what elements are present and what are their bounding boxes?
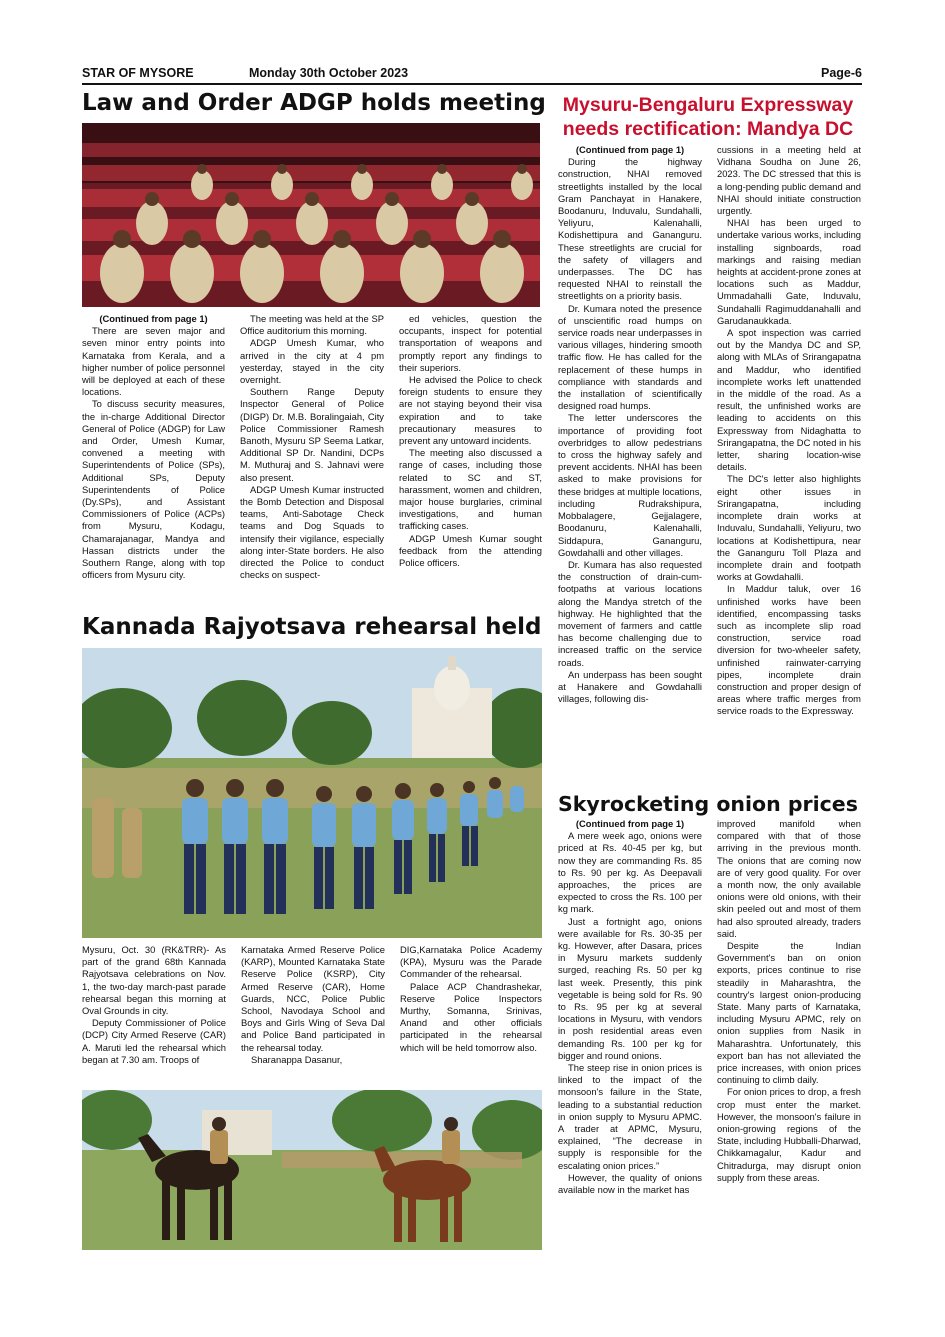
paragraph: Sharanappa Dasanur, (251, 1053, 343, 1065)
paragraph: ed vehicles, question the occupants, inspect for potential transportation of weapons and promptly report any findings to their superiors. (399, 313, 542, 373)
expressway-headline (552, 93, 864, 141)
paragraph: To discuss security measures, the in-charge Additional Director General of Police (ADGP) for Law and Order, Umesh Kumar, convened a meeting with Superintendents of Police (SPs), Additional SPs, Deputy Superintendents of Police (Dy.SPs), and Assistant Commissioners of Police (ACPs) from Mysuru, Kodagu, Chamarajanagar, Mandya and Hassan districts under the Southern Range, along with top officers from Mysuru city. (82, 398, 225, 581)
expressway-headline-line-1: Mysuru-Bengaluru Expressway (562, 94, 854, 116)
paragraph: Deputy Commissioner of Police (DCP) City Armed Reserve (CAR) A. Maruti led the rehearsal which began at 7.30 am. Troops of (82, 1017, 226, 1065)
adgp-column-1 (82, 313, 225, 609)
masthead-rule (82, 83, 862, 85)
paragraph: NHAI has been urged to undertake various works, including installing signboards, road markings and raising median heights at accident-prone zones at locations such as Maddur, Ummadahalli Gate, Induvalu, Sundahalli Ragimuddanahalli and Garudanaukkada. (717, 217, 861, 326)
paragraph: The letter underscores the importance of providing foot overbridges to allow pedestrians to cross the highway safely and prevent accidents. NHAI has been asked to make provisions for these bridges at multiple locations, including Rudrakshipura, Mobbalagere, Gejjalagere, Boodanuru, Kalenahalli, Siddapura, Gananguru, Gowdahalli and other villages. (558, 412, 702, 558)
paragraph: DIG,Karnataka Police Academy (KPA), Mysuru was the Parade Commander of the rehearsal. (400, 944, 542, 980)
paragraph: There are seven major and seven minor entry points into Karnataka from Kerala, and a higher number of police personnel will be deployed at each of these locations. (82, 325, 225, 398)
rajyotsava-column-1 (82, 944, 226, 1086)
adgp-headline: Law and Order ADGP holds meeting (82, 90, 546, 116)
paragraph: He advised the Police to check foreign students to ensure they are not staying beyond their visa expiration and to take precautionary measures to prevent any untoward incidents. (399, 374, 542, 447)
paragraph: Mysuru, Oct. 30 (RK&TRR)- As part of the grand 68th Kannada Rajyotsava celebrations on Nov. 1, the two-day march-past parade rehearsal began this morning at Oval Grounds in city. (82, 944, 226, 1017)
paragraph: improved manifold when compared with that of those arriving in the previous month. The onions that are coming now are of very good quality. For over a month now, the only available onions were old onions, with their skin peeled out and most of them had also sprouted already, traders said. (717, 818, 861, 939)
paragraph: The DC's letter also highlights eight other issues in Srirangapatna, including incomplete drain works at Induvalu, Sundahalli, Yeliyuru, two locations at Kodishettipura, near the Gananguru Toll Plaza and incomplete drain and footpath works at Gowdahalli. (717, 473, 861, 583)
paragraph: The steep rise in onion prices is linked to the impact of the monsoon's failure in the State, leading to a substantial reduction in onion supply to Mysuru APMC. A trader at APMC, Mysuru, explained, “The decrease in supply is responsible for the escalating onion prices.” (558, 1062, 702, 1171)
page-number: Page-6 (821, 66, 862, 80)
paragraph: The meeting was held at the SP Office auditorium this morning. (240, 313, 384, 337)
rajyotsava-headline: Kannada Rajyotsava rehearsal held (82, 614, 542, 640)
paragraph: Despite the Indian Government's ban on onion exports, prices continue to rise steadily in Maharashtra, the country's largest onion-producing State. Many parts of Karnataka, including Mysuru APMC, rely on onion supplies from Nasik in Maharashtra. Unfortunately, this export ban has not alleviated the price increases, with onion prices continuing to climb daily. (717, 940, 861, 1086)
paragraph: ADGP Umesh Kumar, who arrived in the city at 4 pm yesterday, stayed in the city overnight. (240, 337, 384, 386)
rajyotsava-column-3 (400, 944, 542, 1086)
paragraph: ADGP Umesh Kumar sought feedback from the attending Police officers. (399, 532, 542, 569)
paragraph: However, the quality of onions available now in the market has (558, 1171, 702, 1196)
paragraph: Dr. Kumara has also requested the construction of drain-cum-footpaths at various locations along the Mandya stretch of the highway. He highlighted that the movement of farmers and cattle has become challenging due to increased traffic on the service roads. (558, 558, 702, 668)
paragraph: Palace ACP Chandrashekar, Reserve Police Inspectors Murthy, Somanna, Srinivas, Anand and other officials participated in the rehearsal which will be held tomorrow also. (400, 980, 542, 1053)
paragraph: The meeting also discussed a range of cases, including those related to SC and ST, harassment, women and children, major house burglaries, criminal investigations, and human trafficking cases. (399, 447, 542, 532)
paragraph: Just a fortnight ago, onions were available for Rs. 30-35 per kg. However, after Dasara, prices in Mysuru markets suddenly surged, reaching Rs. 50 per kg last week. Presently, this pink vegetable is being sold for Rs. 90 to Rs. 95 per kg at several locations in Mysuru, with vendors in posh residential areas even demanding Rs. 100 per kg for bigger and round onions. (558, 915, 702, 1061)
mounted-police-photo (82, 1090, 542, 1250)
expressway-column-2 (717, 144, 861, 789)
continued-label: (Continued from page 1) (575, 144, 685, 155)
issue-date: Monday 30th October 2023 (249, 66, 409, 80)
onion-column-2 (717, 818, 861, 1258)
masthead (82, 64, 862, 82)
paragraph: ADGP Umesh Kumar instructed the Bomb Detection and Disposal teams, Anti-Sabotage Check teams and Dog Squads to intensify their vigilance, especially along inter-State borders. He also directed the Police to conduct checks on suspect- (240, 483, 384, 581)
paragraph: A spot inspection was carried out by the Mandya DC and SP, along with MLAs of Srirangapatna and Maddur, who identified incomplete works left unattended in the middle of the road. As a result, the unfinished works are leading to accidents on this Expressway from Nidaghatta to Srirangapatna, the DC noted in his letter, sharing location-wise details. (717, 327, 861, 473)
paragraph: In Maddur taluk, over 16 unfinished works have been identified, encompassing tasks such as incomplete slip road construction, service road diversion for two-wheeler safety, unfinished rainwater-carrying pipes, incomplete drain construction and proper design of areas where traffic merges from service roads to the Expressway. (717, 583, 861, 717)
continued-label: (Continued from page 1) (99, 313, 208, 324)
meeting-photo (82, 123, 540, 307)
expressway-headline-line-2: needs rectification: Mandya DC (562, 118, 854, 140)
onion-column-1 (558, 818, 702, 1258)
adgp-column-2 (240, 313, 384, 609)
paragraph: cussions in a meeting held at Vidhana Soudha on June 26, 2023. The DC stressed that this is a long-pending public demand and NHAI should initiate construction urgently. (717, 144, 861, 217)
paragraph: Dr. Kumara noted the presence of unscientific road humps on service roads near underpasses in various villages, hindering smooth traffic flow. He has called for the replacement of these humps in compliance with standards and the installation of scientifically designed road humps. (558, 302, 702, 412)
onion-headline: Skyrocketing onion prices (558, 792, 858, 816)
rajyotsava-column-2 (241, 944, 385, 1086)
paragraph: For onion prices to drop, a fresh crop must enter the market. However, the monsoon's failure in onion-growing regions of the State, including Hubballi-Dharwad, Chikkamagalur, Kadur and Chitradurga, may disrupt onion supply from these areas. (717, 1086, 861, 1183)
paragraph: A mere week ago, onions were priced at Rs. 40-45 per kg, but now they are commanding Rs. 85 to Rs. 90 per kg. As Deepavali approaches, the prices are expected to cross the Rs. 100 per kg mark. (558, 830, 702, 915)
newspaper-name: STAR OF MYSORE (82, 66, 194, 80)
parade-photo (82, 648, 542, 938)
expressway-column-1 (558, 144, 702, 789)
paragraph: Karnataka Armed Reserve Police (KARP), Mounted Karnataka State Reserve Police (KSRP), City Armed Reserve (CAR), Home Guards, NCC, Police Public School, Navodaya School and Boys and Girls Wing of Seva Dal and Police Band participated in the rehearsal today. (241, 944, 385, 1053)
continued-label: (Continued from page 1) (575, 818, 685, 829)
adgp-column-3 (399, 313, 542, 609)
paragraph: An underpass has been sought at Hanakere and Gowdahalli villages, following dis- (558, 668, 702, 705)
paragraph: During the highway construction, NHAI removed streetlights installed by the local Gram Panchayat in Hanakere, Boodanuru, Induvalu, Sundahalli, Yeliyuru, Kalenahalli, Kodishettipura and Gananguru. These streetlights are crucial for the safety of villagers and underpasses. The DC has requested NHAI to reinstall the streetlights on a priority basis. (558, 156, 702, 302)
paragraph: Southern Range Deputy Inspector General of Police (DIGP) Dr. M.B. Boralingaiah, City Police Commissioner Ramesh Banoth, Mysuru SP Seema Latkar, Additional SP Dr. Nandini, DCPs M. Muthuraj and S. Jahnavi were also present. (240, 386, 384, 483)
